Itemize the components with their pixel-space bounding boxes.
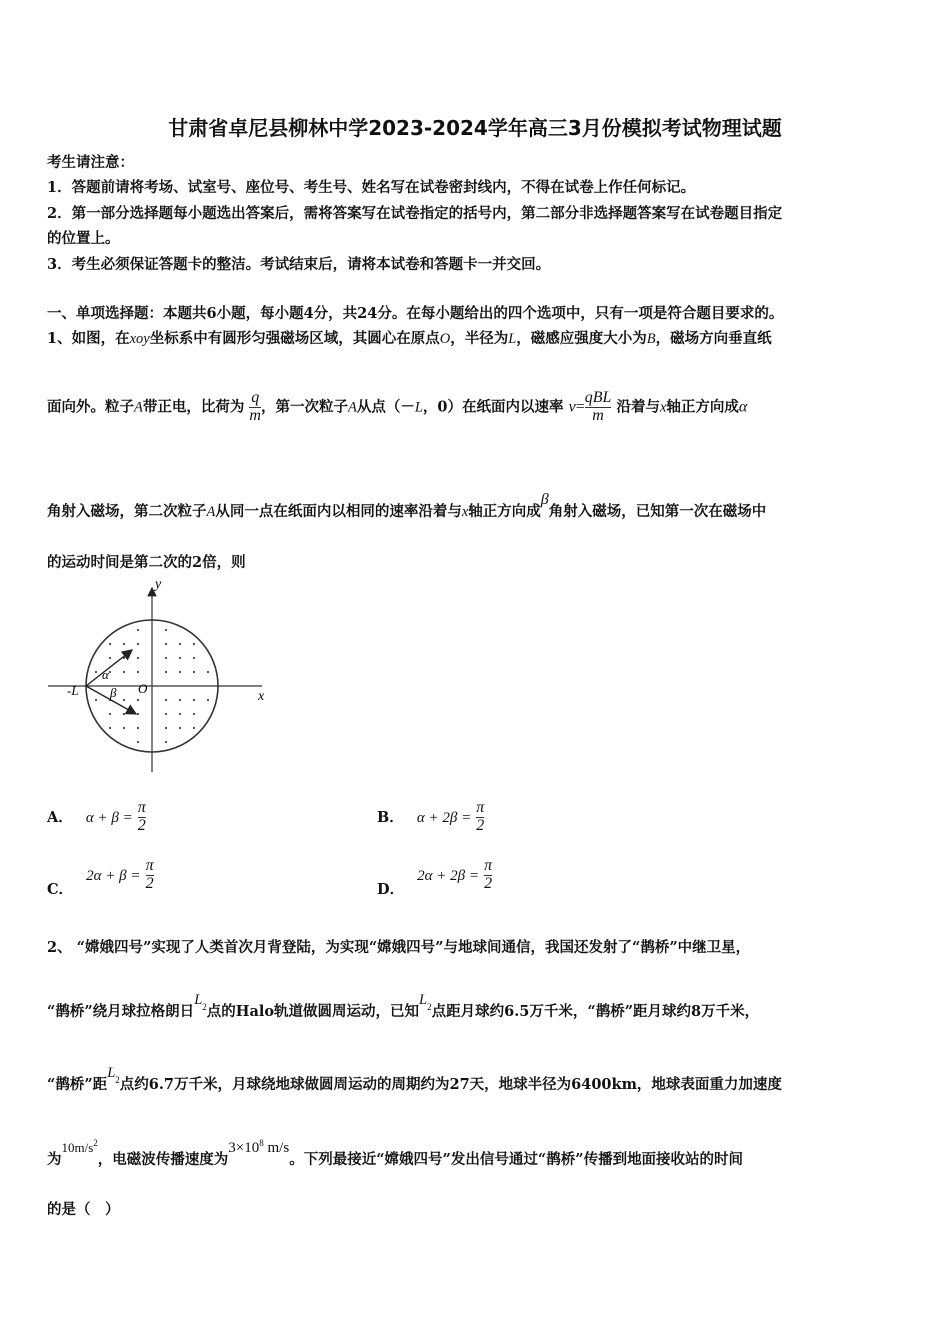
field-dot: [109, 671, 111, 673]
field-dot: [95, 699, 97, 701]
field-dot: [123, 713, 125, 715]
q1-line-2: 面向外。粒子A带正电，比荷为 $\frac{q}{m}$ ，第一次粒子A从点（－L，0）在纸面内以速率 v= $\frac{\text{qBL}}{m}$ 沿着与x轴正方向成α: [47, 389, 748, 424]
field-dot: [193, 727, 195, 729]
field-dot: [165, 741, 167, 743]
field-dot: [109, 713, 111, 715]
page-title: 甘肃省卓尼县柳林中学2023-2024学年高三3月份模拟考试物理试题: [168, 116, 782, 140]
field-dot: [109, 643, 111, 645]
field-dot: [165, 699, 167, 701]
section-heading: 一、单项选择题：本题共6小题，每小题4分，共24分。在每小题给出的四个选项中，只有一项是符合题目要求的。: [47, 305, 784, 322]
notice-item-2b: 的位置上。: [47, 230, 120, 247]
x-axis-label: x: [258, 689, 265, 704]
field-dot: [165, 671, 167, 673]
notice-item-3: 3．考生必须保证答题卡的整洁。考试结束后，请将本试卷和答题卡一并交回。: [47, 256, 551, 273]
field-dot: [137, 643, 139, 645]
notice-item-2a: 2．第一部分选择题每小题选出答案后，需将答案写在试卷指定的括号内，第二部分非选择题答案写在试卷题目指定: [47, 205, 783, 222]
alpha-label: α: [102, 667, 109, 682]
field-dot: [193, 699, 195, 701]
field-dot: [165, 657, 167, 659]
option-c[interactable]: C． 2α + β = $\frac{\pi}{2}$: [47, 857, 154, 898]
field-dot: [207, 671, 209, 673]
notice-heading: 考生请注意：: [47, 154, 134, 171]
field-dot: [179, 727, 181, 729]
neg-l-label: -L: [67, 683, 79, 698]
field-dot: [137, 671, 139, 673]
field-dot: [123, 643, 125, 645]
field-dot: [179, 671, 181, 673]
q2-line-4: 为$10m/s^2$，电磁波传播速度为$3\times 10^8$ m/s。下列最接近“嫦娥四号”发出信号通过“鹊桥”传播到地面接收站的时间: [47, 1138, 744, 1168]
field-dot: [123, 727, 125, 729]
field-dot: [95, 671, 97, 673]
field-dot: [179, 657, 181, 659]
field-dot: [207, 699, 209, 701]
field-dot: [179, 713, 181, 715]
q2-line-1: 2、 “嫦娥四号”实现了人类首次月背登陆，为实现“嫦娥四号”与地球间通信，我国还发射了“鹊桥”中继卫星，: [47, 939, 751, 956]
y-axis-label: y: [155, 578, 162, 592]
field-dot: [165, 643, 167, 645]
field-dot: [179, 643, 181, 645]
q2-line-3: “鹊桥”距$L_2$点约6.7万千米，月球绕地球做圆周运动的周期约为27天，地球半径为6400km，地球表面重力加速度: [47, 1065, 782, 1093]
field-dot: [123, 699, 125, 701]
field-dot: [193, 657, 195, 659]
q1-line-3: 角射入磁场，第二次粒子A从同一点在纸面内以相同的速率沿着与x轴正方向成β角射入磁场，已知第一次在磁场中: [47, 491, 767, 520]
q1-line-4: 的运动时间是第二次的2倍，则: [47, 554, 246, 571]
magnetic-field-diagram: [40, 578, 280, 778]
beta-label: β: [110, 685, 117, 700]
field-dot: [165, 629, 167, 631]
field-dot: [193, 713, 195, 715]
velocity-fraction: $\frac{\text{qBL}}{m}$: [584, 389, 612, 424]
notice-item-1: 1．答题前请将考场、试室号、座位号、考生号、姓名写在试卷密封线内，不得在试卷上作任何标记。: [47, 179, 696, 196]
charge-mass-ratio: $\frac{q}{m}$: [249, 389, 261, 424]
field-dot: [109, 657, 111, 659]
option-d[interactable]: D． 2α + 2β = $\frac{\pi}{2}$: [377, 857, 493, 898]
field-dot: [137, 741, 139, 743]
field-dot: [137, 629, 139, 631]
field-dot: [137, 713, 139, 715]
field-dot: [137, 727, 139, 729]
q2-line-2: “鹊桥”绕月球拉格朗日$L_2$点的Halo轨道做圆周运动，已知$L_2$点距月球约6.5万千米，“鹊桥”距月球约8万千米，: [47, 992, 760, 1020]
field-dot: [179, 699, 181, 701]
field-dot: [193, 671, 195, 673]
field-dot: [109, 727, 111, 729]
q2-line-5: 的是（ ）: [47, 1201, 120, 1218]
option-a[interactable]: A． α + β = $\frac{\pi}{2}$: [47, 799, 146, 834]
field-dot: [193, 643, 195, 645]
origin-label: O: [138, 681, 148, 696]
field-dot: [137, 657, 139, 659]
field-dot: [165, 727, 167, 729]
field-dot: [123, 671, 125, 673]
q1-line-1: 1、如图，在xoy坐标系中有圆形匀强磁场区域，其圆心在原点O，半径为L，磁感应强度大小为B，磁场方向垂直纸: [47, 330, 772, 347]
option-b[interactable]: B． α + 2β = $\frac{\pi}{2}$: [377, 799, 485, 834]
field-dot: [165, 713, 167, 715]
field-dot: [137, 699, 139, 701]
